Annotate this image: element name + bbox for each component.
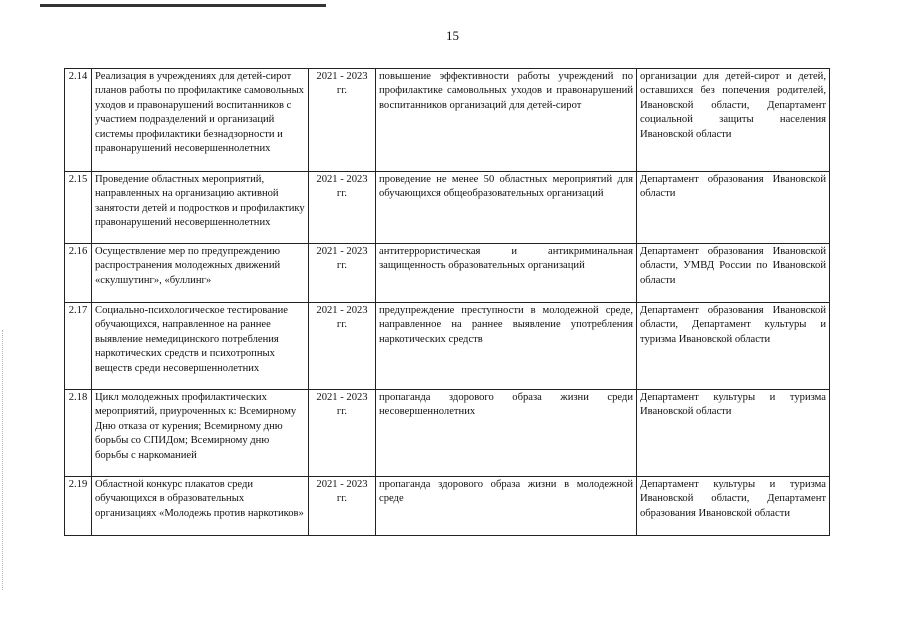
measures-table: [64, 68, 830, 536]
activity-cell: Социально-психологическое тестирование обучающихся, направленное на раннее выявление немедицинского потребления наркотических средств и психотропных веществ среди несовершеннолетних: [92, 303, 309, 390]
term-cell: 2021 - 2023 гг.: [309, 390, 376, 477]
table-row: [65, 69, 830, 172]
term-cell: 2021 - 2023 гг.: [309, 477, 376, 536]
table-row: [65, 477, 830, 536]
result-cell: повышение эффективности работы учреждений по профилактике самовольных уходов и правонарушений воспитанников организаций для детей-сирот: [376, 69, 637, 172]
table-row: [65, 303, 830, 390]
result-cell: пропаганда здорового образа жизни в молодежной среде: [376, 477, 637, 536]
scan-edge-marks: [2, 330, 9, 590]
top-rule: [40, 4, 326, 7]
activity-cell: Реализация в учреждениях для детей-сирот планов работы по профилактике самовольных уходов и правонарушений воспитанников с участием подразделений и организаций системы профилактики безнадзорности и правонарушений несовершеннолетних: [92, 69, 309, 172]
row-number: 2.17: [65, 303, 92, 390]
row-number: 2.18: [65, 390, 92, 477]
term-cell: 2021 - 2023 гг.: [309, 244, 376, 303]
table-row: [65, 244, 830, 303]
row-number: 2.16: [65, 244, 92, 303]
activity-cell: Цикл молодежных профилактических мероприятий, приуроченных к: Всемирному Дню отказа от курения; Всемирному дню борьбы со СПИДом; Всемирному дню борьбы с наркоманией: [92, 390, 309, 477]
row-number: 2.15: [65, 172, 92, 244]
responsible-cell: Департамент культуры и туризма Ивановской области, Департамент образования Ивановской области: [637, 477, 830, 536]
activity-cell: Осуществление мер по предупреждению распространения молодежных движений «скулшутинг», «буллинг»: [92, 244, 309, 303]
activity-cell: Областной конкурс плакатов среди обучающихся в образовательных организациях «Молодежь против наркотиков»: [92, 477, 309, 536]
responsible-cell: Департамент образования Ивановской области: [637, 172, 830, 244]
term-cell: 2021 - 2023 гг.: [309, 69, 376, 172]
table-row: [65, 390, 830, 477]
row-number: 2.19: [65, 477, 92, 536]
responsible-cell: организации для детей-сирот и детей, оставшихся без попечения родителей, Ивановской области, Департамент социальной защиты населения Ивановской области: [637, 69, 830, 172]
result-cell: антитеррористическая и антикриминальная защищенность образовательных организаций: [376, 244, 637, 303]
term-cell: 2021 - 2023 гг.: [309, 303, 376, 390]
responsible-cell: Департамент образования Ивановской области, УМВД России по Ивановской области: [637, 244, 830, 303]
result-cell: проведение не менее 50 областных мероприятий для обучающихся общеобразовательных организаций: [376, 172, 637, 244]
term-cell: 2021 - 2023 гг.: [309, 172, 376, 244]
responsible-cell: Департамент культуры и туризма Ивановской области: [637, 390, 830, 477]
responsible-cell: Департамент образования Ивановской области, Департамент культуры и туризма Ивановской области: [637, 303, 830, 390]
table-row: [65, 172, 830, 244]
page-number: 15: [446, 28, 459, 43]
result-cell: пропаганда здорового образа жизни среди несовершеннолетних: [376, 390, 637, 477]
activity-cell: Проведение областных мероприятий, направленных на организацию активной занятости детей и подростков и профилактику правонарушений несовершеннолетних: [92, 172, 309, 244]
result-cell: предупреждение преступности в молодежной среде, направленное на раннее выявление употребления наркотических средств: [376, 303, 637, 390]
row-number: 2.14: [65, 69, 92, 172]
